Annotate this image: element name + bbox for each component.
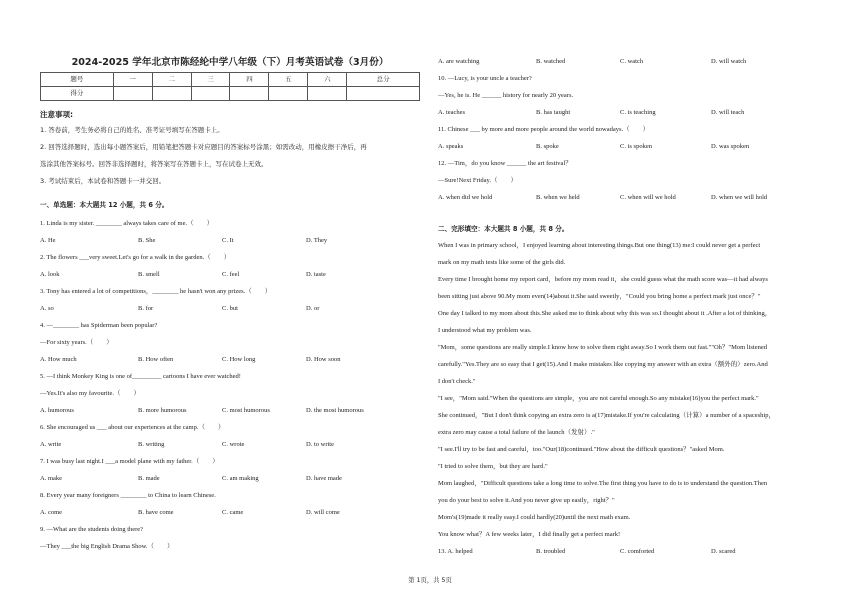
option-d: D. How soon bbox=[306, 356, 341, 363]
option-b: B. How often bbox=[138, 356, 174, 363]
option-b: B. spoke bbox=[536, 143, 559, 150]
score-row-label: 得分 bbox=[41, 87, 114, 101]
option-a: A. look bbox=[40, 271, 60, 278]
question-stem: 6. She encouraged us ___ about our experiences at the camp.（ ） bbox=[40, 424, 225, 431]
question-stem: 7. I was busy last night.I ___a model plane with my father.（ ） bbox=[40, 458, 219, 465]
question-stem: 3. Tony has entered a lot of competitions，________ he hasn't won any prizes.（ ） bbox=[40, 288, 272, 295]
score-header-cell: 题号 bbox=[41, 73, 114, 87]
score-header-cell: 一 bbox=[113, 73, 152, 87]
option-d: D. when we will hold bbox=[711, 194, 768, 201]
page-footer: 第 1页，共 5页 bbox=[408, 577, 452, 584]
score-cell bbox=[152, 87, 191, 101]
passage-line: been sitting just above 90.My mom even(14)about it.She said sweetly，"Could you bring home a perfect mark just once？" bbox=[438, 293, 761, 300]
passage-line: "Mom，some questions are really simple.I know how to solve them right away.So I work them out fast.""Oh？"Mom listened bbox=[438, 344, 768, 351]
question-stem: 2. The flowers ___very sweet.Let's go for a walk in the garden.（ ） bbox=[40, 254, 231, 261]
option-b: B. She bbox=[138, 237, 156, 244]
option-b: B. writing bbox=[138, 441, 165, 448]
option-c: C. am making bbox=[222, 475, 259, 482]
option-d: D. taste bbox=[306, 271, 326, 278]
option-b: B. for bbox=[138, 305, 154, 312]
option-a: 13. A. helped bbox=[438, 548, 473, 555]
option-c: C. but bbox=[222, 305, 238, 312]
score-header-cell: 总分 bbox=[347, 73, 420, 87]
question-stem: 4. —________ has Spiderman been popular? bbox=[40, 322, 158, 329]
option-b: B. made bbox=[138, 475, 160, 482]
option-c: C. How long bbox=[222, 356, 256, 363]
option-c: C. most humorous bbox=[222, 407, 270, 414]
option-b: B. have come bbox=[138, 509, 174, 516]
passage-line: Mom laughed，"Difficult questions take a long time to solve.The first thing you have to do is to understand the question.Then bbox=[438, 480, 768, 487]
option-d: D. have made bbox=[306, 475, 342, 482]
notice-heading: 注意事项: bbox=[40, 110, 73, 119]
option-c: C. is teaching bbox=[620, 109, 656, 116]
notice-item: 3. 考试结束后，本试卷和答题卡一并交回。 bbox=[40, 177, 166, 185]
notice-item: 1. 答卷前，考生务必将自己的姓名、准考证号填写在答题卡上。 bbox=[40, 126, 224, 134]
question-stem: 11. Chinese ___ by more and more people around the world nowadays.（ ） bbox=[438, 126, 650, 133]
passage-line: Every time I brought home my report card，before my mom read it，she could guess what the math score was—it had always bbox=[438, 276, 768, 283]
option-a: A. How much bbox=[40, 356, 77, 363]
question-stem: 9. —What are the students doing there? bbox=[40, 526, 144, 533]
score-cell bbox=[269, 87, 308, 101]
passage-line: You know what？A few weeks later，I did finally get a perfect mark! bbox=[438, 531, 621, 538]
passage-line: Mom's(19)made it really easy.I could hardly(20)until the next math exam. bbox=[438, 514, 631, 521]
option-b: B. when we held bbox=[536, 194, 580, 201]
option-a: A. make bbox=[40, 475, 63, 482]
passage-line: One day I talked to my mom about this.She asked me to think about why this was so.I thought about it .After a lot of thinking， bbox=[438, 310, 772, 317]
option-c: C. is spoken bbox=[620, 143, 652, 150]
notice-item: 2. 回答选择题时，选出每小题答案后，用铅笔把答题卡对应题目的答案标号涂黑；如需改动，用橡皮擦干净后，再 bbox=[40, 143, 367, 151]
score-header-cell: 二 bbox=[152, 73, 191, 87]
score-table bbox=[40, 72, 420, 101]
option-b: B. has taught bbox=[536, 109, 571, 116]
question-stem: 5. —I think Monkey King is one of_________ cartoons I have ever watched! bbox=[40, 373, 241, 380]
score-cell bbox=[308, 87, 347, 101]
section2-heading: 二、完形填空：本大题共 8 小题，共 8 分。 bbox=[438, 225, 569, 233]
option-c: C. watch bbox=[620, 58, 644, 65]
passage-line: "I see.I'll try to be fast and careful，too."Our(18)continued."How about the difficult questions？"asked Mom. bbox=[438, 446, 725, 453]
question-stem: 10. —Lucy, is your uncle a teacher? bbox=[438, 75, 532, 82]
question-stem: —Sure!Next Friday.（ ） bbox=[438, 177, 518, 184]
option-d: D. scared bbox=[711, 548, 736, 555]
passage-line: carefully."Yes.They are so easy that I get(15).And I make mistakes like copying my answer with an extra（额外的）zero.And bbox=[438, 361, 768, 368]
score-cell bbox=[113, 87, 152, 101]
question-stem: 8. Every year many foreigners ________ to China to learn Chinese. bbox=[40, 492, 216, 499]
option-d: D. will teach bbox=[711, 109, 745, 116]
option-a: A. speaks bbox=[438, 143, 464, 150]
passage-line: When I was in primary school，I enjoyed learning about interesting things.But one thing(13) me:I could never get a perfect bbox=[438, 242, 761, 249]
option-b: B. watched bbox=[536, 58, 566, 65]
option-c: C. feel bbox=[222, 271, 240, 278]
option-b: B. more humorous bbox=[138, 407, 187, 414]
question-stem: —For sixty years.（ ） bbox=[40, 339, 113, 346]
option-c: C. when will we hold bbox=[620, 194, 676, 201]
notice-item: 选涂其他答案标号。回答非选择题时，将答案写在答题卡上，写在试卷上无效。 bbox=[40, 160, 268, 168]
option-a: A. so bbox=[40, 305, 54, 312]
option-a: A. are watching bbox=[438, 58, 480, 65]
score-table-score-row bbox=[41, 87, 420, 101]
option-a: A. teaches bbox=[438, 109, 466, 116]
passage-line: extra zero may cause a total failure of the launch（发射）." bbox=[438, 429, 595, 436]
passage-line: you do your best to solve it.And you never give up easily，right？" bbox=[438, 497, 615, 504]
score-cell bbox=[347, 87, 420, 101]
score-header-cell: 六 bbox=[308, 73, 347, 87]
option-b: B. troubled bbox=[536, 548, 566, 555]
option-c: C. It bbox=[222, 237, 234, 244]
question-stem: —Yes, he is. He ______ history for nearly 20 years. bbox=[438, 92, 574, 99]
score-table-header-row bbox=[41, 73, 420, 87]
option-d: D. the most humorous bbox=[306, 407, 364, 414]
option-d: D. They bbox=[306, 237, 328, 244]
option-a: A. when did we hold bbox=[438, 194, 493, 201]
score-header-cell: 五 bbox=[269, 73, 308, 87]
option-d: D. was spoken bbox=[711, 143, 750, 150]
option-c: C. came bbox=[222, 509, 244, 516]
passage-line: mark on my math tests like some of the girls did. bbox=[438, 259, 566, 266]
passage-line: I understood what my problem was. bbox=[438, 327, 532, 334]
question-stem: 12. —Tim，do you know ______ the art festival？ bbox=[438, 160, 572, 167]
option-d: D. will come bbox=[306, 509, 340, 516]
option-c: C. wrote bbox=[222, 441, 245, 448]
option-b: B. smell bbox=[138, 271, 160, 278]
score-cell bbox=[191, 87, 230, 101]
score-header-cell: 三 bbox=[191, 73, 230, 87]
page-title: 2024-2025 学年北京市陈经纶中学八年级（下）月考英语试卷（3月份） bbox=[71, 57, 389, 68]
passage-line: She continued，"But I don't think copying an extra zero is a(17)mistake.If you're calculating（计算）a number of a spaceship， bbox=[438, 412, 775, 419]
option-d: D. or bbox=[306, 305, 320, 312]
question-stem: 1. Linda is my sister. ________ always takes care of me.（ ） bbox=[40, 220, 214, 227]
option-d: D. will watch bbox=[711, 58, 747, 65]
question-stem: —Yes.It's also my favourite.（ ） bbox=[40, 390, 140, 397]
passage-line: I don't check." bbox=[438, 378, 476, 385]
passage-line: "I tried to solve them，but they are hard." bbox=[438, 463, 548, 470]
score-cell bbox=[230, 87, 269, 101]
score-header-cell: 四 bbox=[230, 73, 269, 87]
option-c: C. comforted bbox=[620, 548, 655, 555]
option-d: D. to write bbox=[306, 441, 334, 448]
option-a: A. come bbox=[40, 509, 63, 516]
option-a: A. humorous bbox=[40, 407, 74, 414]
section1-heading: 一、单选题：本大题共 12 小题，共 6 分。 bbox=[40, 201, 169, 209]
passage-line: "I see，"Mom said."When the questions are simple，you are not careful enough.So any mistake(16)you the perfect mark." bbox=[438, 395, 759, 402]
option-a: A. He bbox=[40, 237, 56, 244]
option-a: A. write bbox=[40, 441, 62, 448]
question-stem: —They ___the big English Drama Show.（ ） bbox=[40, 543, 174, 550]
